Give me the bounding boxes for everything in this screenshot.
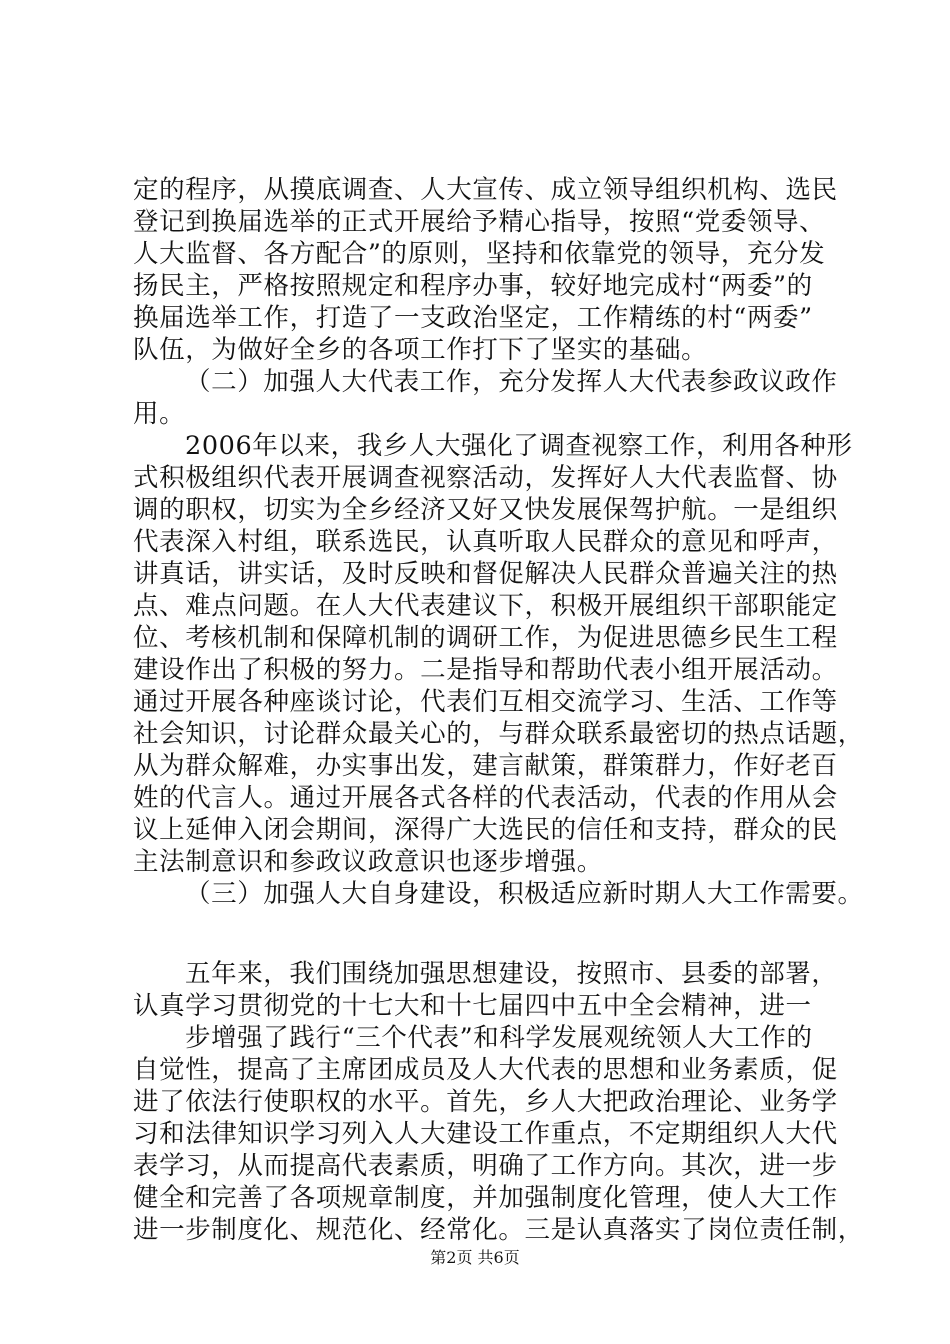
text-line: 式积极组织代表开展调查视察活动，发挥好人大代表监督、协 [133,463,838,493]
text-line: 调的职权，切实为全乡经济又好又快发展保驾护航。一是组织 [133,495,838,525]
text-line: 主法制意识和参政议政意识也逐步增强。 [133,847,603,877]
text-line: 健全和完善了各项规章制度，并加强制度化管理，使人大工作 [133,1183,838,1213]
text-line: 通过开展各种座谈讨论，代表们互相交流学习、生活、工作等 [133,687,838,717]
text-line: 表学习，从而提高代表素质，明确了工作方向。其次，进一步 [133,1151,838,1181]
text-line: 定的程序，从摸底调查、人大宣传、成立领导组织机构、选民 [133,175,838,205]
text-line: 队伍，为做好全乡的各项工作打下了坚实的基础。 [133,335,708,365]
text-line: 自觉性，提高了主席团成员及人大代表的思想和业务素质，促 [133,1055,838,1085]
text-line: 讲真话，讲实话，及时反映和督促解决人民群众普遍关注的热 [133,559,838,589]
section-heading: （二）加强人大代表工作，充分发挥人大代表参政议政作 [185,367,838,397]
text-line: 进一步制度化、规范化、经常化。三是认真落实了岗位责任制， [133,1215,864,1245]
text-line: 2006年以来，我乡人大强化了调查视察工作，利用各种形 [185,431,853,461]
text-line: 代表深入村组，联系选民，认真听取人民群众的意见和呼声， [133,527,838,557]
text-line: 姓的代言人。通过开展各式各样的代表活动，代表的作用从会 [133,783,838,813]
page-number-footer: 第2页 共6页 [430,1248,520,1267]
text-line: 从为群众解难，办实事出发，建言献策，群策群力，作好老百 [133,751,838,781]
text-line: 扬民主，严格按照规定和程序办事，较好地完成村“两委”的 [133,271,813,301]
text-line: 点、难点问题。在人大代表建议下，积极开展组织干部职能定 [133,591,838,621]
text-line: 社会知识，讨论群众最关心的，与群众联系最密切的热点话题， [133,719,864,749]
text-line: 步增强了践行“三个代表”和科学发展观统领人大工作的 [185,1023,813,1053]
text-line: 人大监督、各方配合”的原则，坚持和依靠党的领导，充分发 [133,239,826,269]
text-line: 登记到换届选举的正式开展给予精心指导，按照“党委领导、 [133,207,826,237]
text-line: 用。 [133,399,186,429]
text-line: 习和法律知识学习列入人大建设工作重点，不定期组织人大代 [133,1119,838,1149]
text-line: 议上延伸入闭会期间，深得广大选民的信任和支持，群众的民 [133,815,838,845]
text-line: 换届选举工作，打造了一支政治坚定，工作精练的村“两委” [133,303,813,333]
text-line: 认真学习贯彻党的十七大和十七届四中五中全会精神，进一 [133,991,812,1021]
text-line: 五年来，我们围绕加强思想建设，按照市、县委的部署， [185,959,838,989]
text-line: 进了依法行使职权的水平。首先，乡人大把政治理论、业务学 [133,1087,838,1117]
section-heading: （三）加强人大自身建设，积极适应新时期人大工作需要。 [185,879,864,909]
text-line: 建设作出了积极的努力。二是指导和帮助代表小组开展活动。 [133,655,838,685]
text-line: 位、考核机制和保障机制的调研工作，为促进思德乡民生工程 [133,623,838,653]
